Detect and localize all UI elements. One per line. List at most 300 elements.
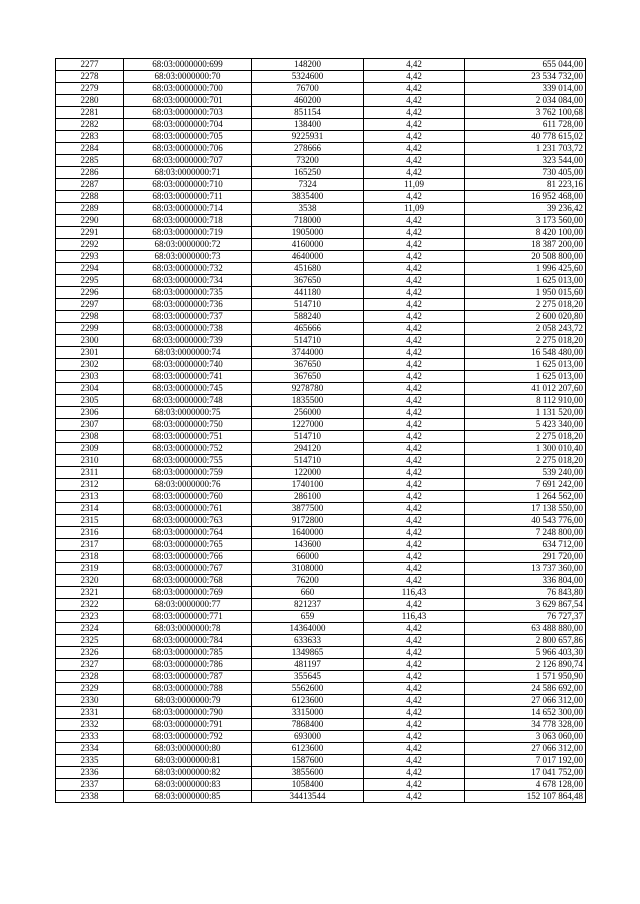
rate-cell: 4,42 [364, 275, 465, 287]
table-row [56, 491, 586, 503]
table-row [56, 311, 586, 323]
table-row [56, 539, 586, 551]
row-number-cell: 2280 [56, 95, 124, 107]
rate-cell: 4,42 [364, 515, 465, 527]
cadastral-number-cell: 68:03:0000000:72 [124, 239, 252, 251]
cadastral-number-cell: 68:03:0000000:750 [124, 419, 252, 431]
row-number-cell: 2293 [56, 251, 124, 263]
value-cell: 1 231 703,72 [465, 143, 586, 155]
table-row [56, 527, 586, 539]
value-cell: 2 800 657,86 [465, 635, 586, 647]
cadastral-number-cell: 68:03:0000000:81 [124, 755, 252, 767]
table-row [56, 239, 586, 251]
row-number-cell: 2334 [56, 743, 124, 755]
table-row [56, 467, 586, 479]
table-row [56, 791, 586, 803]
row-number-cell: 2292 [56, 239, 124, 251]
value-cell: 2 275 018,20 [465, 431, 586, 443]
table-row [56, 287, 586, 299]
value-cell: 7 248 800,00 [465, 527, 586, 539]
cadastral-number-cell: 68:03:0000000:768 [124, 575, 252, 587]
area-cell: 633633 [252, 635, 364, 647]
rate-cell: 4,42 [364, 59, 465, 71]
cadastral-number-cell: 68:03:0000000:701 [124, 95, 252, 107]
rate-cell: 11,09 [364, 203, 465, 215]
area-cell: 1640000 [252, 527, 364, 539]
area-cell: 1740100 [252, 479, 364, 491]
rate-cell: 4,42 [364, 419, 465, 431]
area-cell: 3855600 [252, 767, 364, 779]
value-cell: 539 240,00 [465, 467, 586, 479]
area-cell: 460200 [252, 95, 364, 107]
row-number-cell: 2329 [56, 683, 124, 695]
rate-cell: 4,42 [364, 299, 465, 311]
cadastral-number-cell: 68:03:0000000:739 [124, 335, 252, 347]
row-number-cell: 2324 [56, 623, 124, 635]
table-row [56, 683, 586, 695]
rate-cell: 4,42 [364, 287, 465, 299]
table-row [56, 407, 586, 419]
table-row [56, 323, 586, 335]
row-number-cell: 2332 [56, 719, 124, 731]
value-cell: 1 625 013,00 [465, 371, 586, 383]
rate-cell: 4,42 [364, 707, 465, 719]
table-row [56, 623, 586, 635]
value-cell: 2 126 890,74 [465, 659, 586, 671]
table-row [56, 359, 586, 371]
cadastral-number-cell: 68:03:0000000:734 [124, 275, 252, 287]
row-number-cell: 2296 [56, 287, 124, 299]
area-cell: 73200 [252, 155, 364, 167]
table-row [56, 143, 586, 155]
value-cell: 81 223,16 [465, 179, 586, 191]
area-cell: 256000 [252, 407, 364, 419]
area-cell: 1905000 [252, 227, 364, 239]
table-row [56, 443, 586, 455]
rate-cell: 4,42 [364, 359, 465, 371]
row-number-cell: 2310 [56, 455, 124, 467]
table-row [56, 95, 586, 107]
rate-cell: 4,42 [364, 263, 465, 275]
cadastral-number-cell: 68:03:0000000:700 [124, 83, 252, 95]
value-cell: 76 727,37 [465, 611, 586, 623]
rate-cell: 4,42 [364, 107, 465, 119]
cadastral-number-cell: 68:03:0000000:767 [124, 563, 252, 575]
area-cell: 659 [252, 611, 364, 623]
rate-cell: 4,42 [364, 671, 465, 683]
row-number-cell: 2283 [56, 131, 124, 143]
area-cell: 514710 [252, 455, 364, 467]
rate-cell: 4,42 [364, 443, 465, 455]
row-number-cell: 2286 [56, 167, 124, 179]
table-row [56, 203, 586, 215]
area-cell: 3538 [252, 203, 364, 215]
rate-cell: 4,42 [364, 659, 465, 671]
row-number-cell: 2331 [56, 707, 124, 719]
cadastral-number-cell: 68:03:0000000:732 [124, 263, 252, 275]
cadastral-number-cell: 68:03:0000000:85 [124, 791, 252, 803]
row-number-cell: 2319 [56, 563, 124, 575]
area-cell: 5562600 [252, 683, 364, 695]
table-row [56, 767, 586, 779]
value-cell: 1 996 425,60 [465, 263, 586, 275]
value-cell: 40 778 615,02 [465, 131, 586, 143]
rate-cell: 116,43 [364, 587, 465, 599]
value-cell: 655 044,00 [465, 59, 586, 71]
row-number-cell: 2278 [56, 71, 124, 83]
cadastral-number-cell: 68:03:0000000:792 [124, 731, 252, 743]
rate-cell: 4,42 [364, 731, 465, 743]
cadastral-number-cell: 68:03:0000000:705 [124, 131, 252, 143]
rate-cell: 4,42 [364, 83, 465, 95]
cadastral-number-cell: 68:03:0000000:706 [124, 143, 252, 155]
value-cell: 1 625 013,00 [465, 359, 586, 371]
table-row [56, 227, 586, 239]
cadastral-number-cell: 68:03:0000000:735 [124, 287, 252, 299]
area-cell: 441180 [252, 287, 364, 299]
cadastral-number-cell: 68:03:0000000:748 [124, 395, 252, 407]
rate-cell: 4,42 [364, 155, 465, 167]
value-cell: 3 063 060,00 [465, 731, 586, 743]
area-cell: 1058400 [252, 779, 364, 791]
cadastral-number-cell: 68:03:0000000:76 [124, 479, 252, 491]
cadastral-number-cell: 68:03:0000000:719 [124, 227, 252, 239]
row-number-cell: 2300 [56, 335, 124, 347]
area-cell: 9278780 [252, 383, 364, 395]
value-cell: 5 423 340,00 [465, 419, 586, 431]
rate-cell: 4,42 [364, 335, 465, 347]
cadastral-number-cell: 68:03:0000000:736 [124, 299, 252, 311]
table-row [56, 563, 586, 575]
row-number-cell: 2305 [56, 395, 124, 407]
table-row [56, 551, 586, 563]
value-cell: 7 017 192,00 [465, 755, 586, 767]
cadastral-number-cell: 68:03:0000000:790 [124, 707, 252, 719]
value-cell: 7 691 242,00 [465, 479, 586, 491]
rate-cell: 4,42 [364, 539, 465, 551]
area-cell: 355645 [252, 671, 364, 683]
value-cell: 1 264 562,00 [465, 491, 586, 503]
row-number-cell: 2314 [56, 503, 124, 515]
value-cell: 1 571 950,90 [465, 671, 586, 683]
table-row [56, 83, 586, 95]
area-cell: 367650 [252, 359, 364, 371]
rate-cell: 4,42 [364, 143, 465, 155]
value-cell: 730 405,00 [465, 167, 586, 179]
cadastral-number-cell: 68:03:0000000:718 [124, 215, 252, 227]
cadastral-number-cell: 68:03:0000000:82 [124, 767, 252, 779]
table-row [56, 251, 586, 263]
cadastral-number-cell: 68:03:0000000:761 [124, 503, 252, 515]
cadastral-number-cell: 68:03:0000000:710 [124, 179, 252, 191]
value-cell: 20 508 800,00 [465, 251, 586, 263]
rate-cell: 4,42 [364, 395, 465, 407]
area-cell: 3744000 [252, 347, 364, 359]
cadastral-number-cell: 68:03:0000000:738 [124, 323, 252, 335]
area-cell: 7324 [252, 179, 364, 191]
value-cell: 39 236,42 [465, 203, 586, 215]
cadastral-number-cell: 68:03:0000000:771 [124, 611, 252, 623]
table-row [56, 515, 586, 527]
cadastral-value-table [55, 58, 586, 803]
row-number-cell: 2284 [56, 143, 124, 155]
rate-cell: 4,42 [364, 491, 465, 503]
row-number-cell: 2281 [56, 107, 124, 119]
cadastral-number-cell: 68:03:0000000:791 [124, 719, 252, 731]
rate-cell: 4,42 [364, 311, 465, 323]
row-number-cell: 2298 [56, 311, 124, 323]
rate-cell: 4,42 [364, 635, 465, 647]
table-row [56, 71, 586, 83]
rate-cell: 4,42 [364, 131, 465, 143]
table-row [56, 719, 586, 731]
cadastral-number-cell: 68:03:0000000:71 [124, 167, 252, 179]
area-cell: 76700 [252, 83, 364, 95]
value-cell: 40 543 776,00 [465, 515, 586, 527]
row-number-cell: 2323 [56, 611, 124, 623]
row-number-cell: 2336 [56, 767, 124, 779]
area-cell: 3877500 [252, 503, 364, 515]
table-row [56, 371, 586, 383]
area-cell: 14364000 [252, 623, 364, 635]
table-row [56, 659, 586, 671]
area-cell: 514710 [252, 431, 364, 443]
rate-cell: 4,42 [364, 683, 465, 695]
rate-cell: 4,42 [364, 239, 465, 251]
cadastral-number-cell: 68:03:0000000:755 [124, 455, 252, 467]
rate-cell: 4,42 [364, 791, 465, 803]
value-cell: 1 131 520,00 [465, 407, 586, 419]
area-cell: 294120 [252, 443, 364, 455]
cadastral-number-cell: 68:03:0000000:765 [124, 539, 252, 551]
table-row [56, 431, 586, 443]
area-cell: 7868400 [252, 719, 364, 731]
value-cell: 2 600 020,80 [465, 311, 586, 323]
rate-cell: 4,42 [364, 119, 465, 131]
row-number-cell: 2322 [56, 599, 124, 611]
table-row [56, 779, 586, 791]
rate-cell: 4,42 [364, 431, 465, 443]
table-row [56, 119, 586, 131]
cadastral-number-cell: 68:03:0000000:760 [124, 491, 252, 503]
area-cell: 1227000 [252, 419, 364, 431]
row-number-cell: 2277 [56, 59, 124, 71]
table-row [56, 179, 586, 191]
area-cell: 588240 [252, 311, 364, 323]
value-cell: 17 041 752,00 [465, 767, 586, 779]
rate-cell: 4,42 [364, 563, 465, 575]
table-row [56, 695, 586, 707]
value-cell: 4 678 128,00 [465, 779, 586, 791]
value-cell: 41 012 207,60 [465, 383, 586, 395]
row-number-cell: 2335 [56, 755, 124, 767]
row-number-cell: 2285 [56, 155, 124, 167]
table-row [56, 599, 586, 611]
value-cell: 3 629 867,54 [465, 599, 586, 611]
cadastral-number-cell: 68:03:0000000:745 [124, 383, 252, 395]
rate-cell: 4,42 [364, 347, 465, 359]
table-row [56, 575, 586, 587]
rate-cell: 4,42 [364, 167, 465, 179]
area-cell: 1835500 [252, 395, 364, 407]
value-cell: 63 488 880,00 [465, 623, 586, 635]
value-cell: 339 014,00 [465, 83, 586, 95]
area-cell: 5324600 [252, 71, 364, 83]
value-cell: 17 138 550,00 [465, 503, 586, 515]
row-number-cell: 2287 [56, 179, 124, 191]
area-cell: 76200 [252, 575, 364, 587]
area-cell: 1349865 [252, 647, 364, 659]
cadastral-number-cell: 68:03:0000000:75 [124, 407, 252, 419]
area-cell: 165250 [252, 167, 364, 179]
cadastral-number-cell: 68:03:0000000:788 [124, 683, 252, 695]
table-row [56, 707, 586, 719]
cadastral-number-cell: 68:03:0000000:699 [124, 59, 252, 71]
value-cell: 14 652 300,00 [465, 707, 586, 719]
table-row [56, 155, 586, 167]
area-cell: 6123600 [252, 743, 364, 755]
table-row [56, 503, 586, 515]
area-cell: 9225931 [252, 131, 364, 143]
area-cell: 465666 [252, 323, 364, 335]
cadastral-number-cell: 68:03:0000000:70 [124, 71, 252, 83]
cadastral-number-cell: 68:03:0000000:787 [124, 671, 252, 683]
cadastral-number-cell: 68:03:0000000:703 [124, 107, 252, 119]
row-number-cell: 2313 [56, 491, 124, 503]
area-cell: 1587600 [252, 755, 364, 767]
rate-cell: 4,42 [364, 623, 465, 635]
cadastral-number-cell: 68:03:0000000:763 [124, 515, 252, 527]
cadastral-number-cell: 68:03:0000000:764 [124, 527, 252, 539]
rate-cell: 4,42 [364, 755, 465, 767]
value-cell: 13 737 360,00 [465, 563, 586, 575]
value-cell: 611 728,00 [465, 119, 586, 131]
row-number-cell: 2303 [56, 371, 124, 383]
rate-cell: 4,42 [364, 251, 465, 263]
area-cell: 66000 [252, 551, 364, 563]
table-row [56, 299, 586, 311]
row-number-cell: 2289 [56, 203, 124, 215]
value-cell: 2 275 018,20 [465, 455, 586, 467]
rate-cell: 4,42 [364, 743, 465, 755]
cadastral-number-cell: 68:03:0000000:704 [124, 119, 252, 131]
value-cell: 18 387 200,00 [465, 239, 586, 251]
row-number-cell: 2312 [56, 479, 124, 491]
table-row [56, 383, 586, 395]
rate-cell: 4,42 [364, 95, 465, 107]
row-number-cell: 2297 [56, 299, 124, 311]
table-row [56, 59, 586, 71]
value-cell: 16 952 468,00 [465, 191, 586, 203]
row-number-cell: 2338 [56, 791, 124, 803]
value-cell: 76 843,80 [465, 587, 586, 599]
value-cell: 291 720,00 [465, 551, 586, 563]
cadastral-number-cell: 68:03:0000000:77 [124, 599, 252, 611]
area-cell: 4640000 [252, 251, 364, 263]
table-body [56, 59, 586, 803]
area-cell: 367650 [252, 275, 364, 287]
value-cell: 16 548 480,00 [465, 347, 586, 359]
row-number-cell: 2301 [56, 347, 124, 359]
row-number-cell: 2330 [56, 695, 124, 707]
rate-cell: 11,09 [364, 179, 465, 191]
area-cell: 6123600 [252, 695, 364, 707]
area-cell: 718000 [252, 215, 364, 227]
value-cell: 152 107 864,48 [465, 791, 586, 803]
cadastral-number-cell: 68:03:0000000:737 [124, 311, 252, 323]
cadastral-number-cell: 68:03:0000000:741 [124, 371, 252, 383]
value-cell: 2 275 018,20 [465, 299, 586, 311]
table-row [56, 395, 586, 407]
table-row [56, 419, 586, 431]
rate-cell: 4,42 [364, 599, 465, 611]
table-row [56, 479, 586, 491]
value-cell: 3 762 100,68 [465, 107, 586, 119]
area-cell: 367650 [252, 371, 364, 383]
area-cell: 286100 [252, 491, 364, 503]
table-row [56, 131, 586, 143]
rate-cell: 4,42 [364, 227, 465, 239]
row-number-cell: 2311 [56, 467, 124, 479]
area-cell: 451680 [252, 263, 364, 275]
cadastral-number-cell: 68:03:0000000:740 [124, 359, 252, 371]
area-cell: 3108000 [252, 563, 364, 575]
row-number-cell: 2295 [56, 275, 124, 287]
row-number-cell: 2299 [56, 323, 124, 335]
table-row [56, 191, 586, 203]
cadastral-number-cell: 68:03:0000000:784 [124, 635, 252, 647]
row-number-cell: 2309 [56, 443, 124, 455]
row-number-cell: 2318 [56, 551, 124, 563]
row-number-cell: 2288 [56, 191, 124, 203]
rate-cell: 4,42 [364, 779, 465, 791]
area-cell: 851154 [252, 107, 364, 119]
rate-cell: 4,42 [364, 647, 465, 659]
rate-cell: 4,42 [364, 695, 465, 707]
area-cell: 3835400 [252, 191, 364, 203]
table-row [56, 263, 586, 275]
rate-cell: 4,42 [364, 215, 465, 227]
cadastral-number-cell: 68:03:0000000:80 [124, 743, 252, 755]
rate-cell: 4,42 [364, 323, 465, 335]
value-cell: 23 534 732,00 [465, 71, 586, 83]
table-row [56, 611, 586, 623]
area-cell: 122000 [252, 467, 364, 479]
row-number-cell: 2290 [56, 215, 124, 227]
area-cell: 9172800 [252, 515, 364, 527]
rate-cell: 4,42 [364, 407, 465, 419]
value-cell: 27 066 312,00 [465, 695, 586, 707]
cadastral-number-cell: 68:03:0000000:74 [124, 347, 252, 359]
row-number-cell: 2291 [56, 227, 124, 239]
area-cell: 143600 [252, 539, 364, 551]
area-cell: 660 [252, 587, 364, 599]
cadastral-number-cell: 68:03:0000000:83 [124, 779, 252, 791]
value-cell: 1 300 010,40 [465, 443, 586, 455]
row-number-cell: 2302 [56, 359, 124, 371]
value-cell: 323 544,00 [465, 155, 586, 167]
rate-cell: 4,42 [364, 371, 465, 383]
table-row [56, 743, 586, 755]
area-cell: 481197 [252, 659, 364, 671]
area-cell: 514710 [252, 335, 364, 347]
area-cell: 148200 [252, 59, 364, 71]
cadastral-number-cell: 68:03:0000000:78 [124, 623, 252, 635]
area-cell: 278666 [252, 143, 364, 155]
cadastral-number-cell: 68:03:0000000:73 [124, 251, 252, 263]
row-number-cell: 2304 [56, 383, 124, 395]
area-cell: 514710 [252, 299, 364, 311]
